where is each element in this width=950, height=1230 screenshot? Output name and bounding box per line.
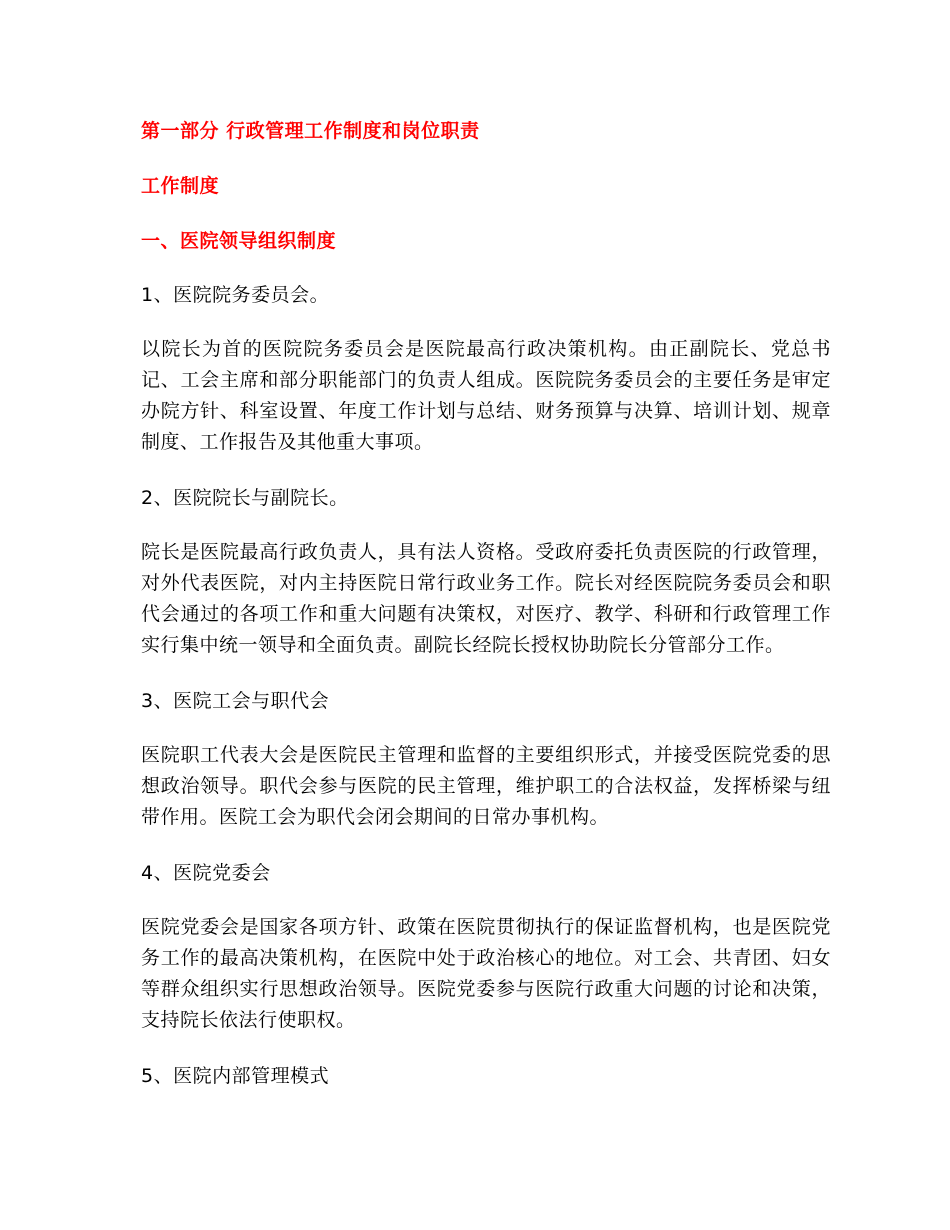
item-title-3: 3、医院工会与职代会: [141, 690, 330, 712]
item-title-5: 5、医院内部管理模式: [141, 1065, 330, 1087]
part-title: 第一部分 行政管理工作制度和岗位职责: [141, 120, 480, 142]
item-body-4: 医院党委会是国家各项方针、政策在医院贯彻执行的保证监督机构，也是医院党务工作的最高决策机构，在医院中处于政治核心的地位。对工会、共青团、妇女等群众组织实行思想政治领导。医院党委参与医院行政重大问题的讨论和决策，支持院长依法行使职权。: [141, 916, 831, 1031]
item-body-1: 以院长为首的医院院务委员会是医院最高行政决策机构。由正副院长、党总书记、工会主席和部分职能部门的负责人组成。医院院务委员会的主要任务是审定办院方针、科室设置、年度工作计划与总结、财务预算与决算、培训计划、规章制度、工作报告及其他重大事项。: [141, 338, 831, 453]
item-title-2: 2、医院院长与副院长。: [141, 487, 349, 509]
item-title-4: 4、医院党委会: [141, 862, 271, 884]
item-body-3: 医院职工代表大会是医院民主管理和监督的主要组织形式，并接受医院党委的思想政治领导。职代会参与医院的民主管理，维护职工的合法权益，发挥桥梁与纽带作用。医院工会为职代会闭会期间的日常办事机构。: [141, 744, 831, 828]
item-body-2: 院长是医院最高行政负责人，具有法人资格。受政府委托负责医院的行政管理，对外代表医院，对内主持医院日常行政业务工作。院长对经医院院务委员会和职代会通过的各项工作和重大问题有决策权，对医疗、教学、科研和行政管理工作实行集中统一领导和全面负责。副院长经院长授权协助院长分管部分工作。: [141, 541, 831, 656]
section-title: 一、医院领导组织制度: [141, 230, 337, 252]
item-title-1: 1、医院院务委员会。: [141, 284, 330, 306]
subtitle: 工作制度: [141, 175, 220, 197]
